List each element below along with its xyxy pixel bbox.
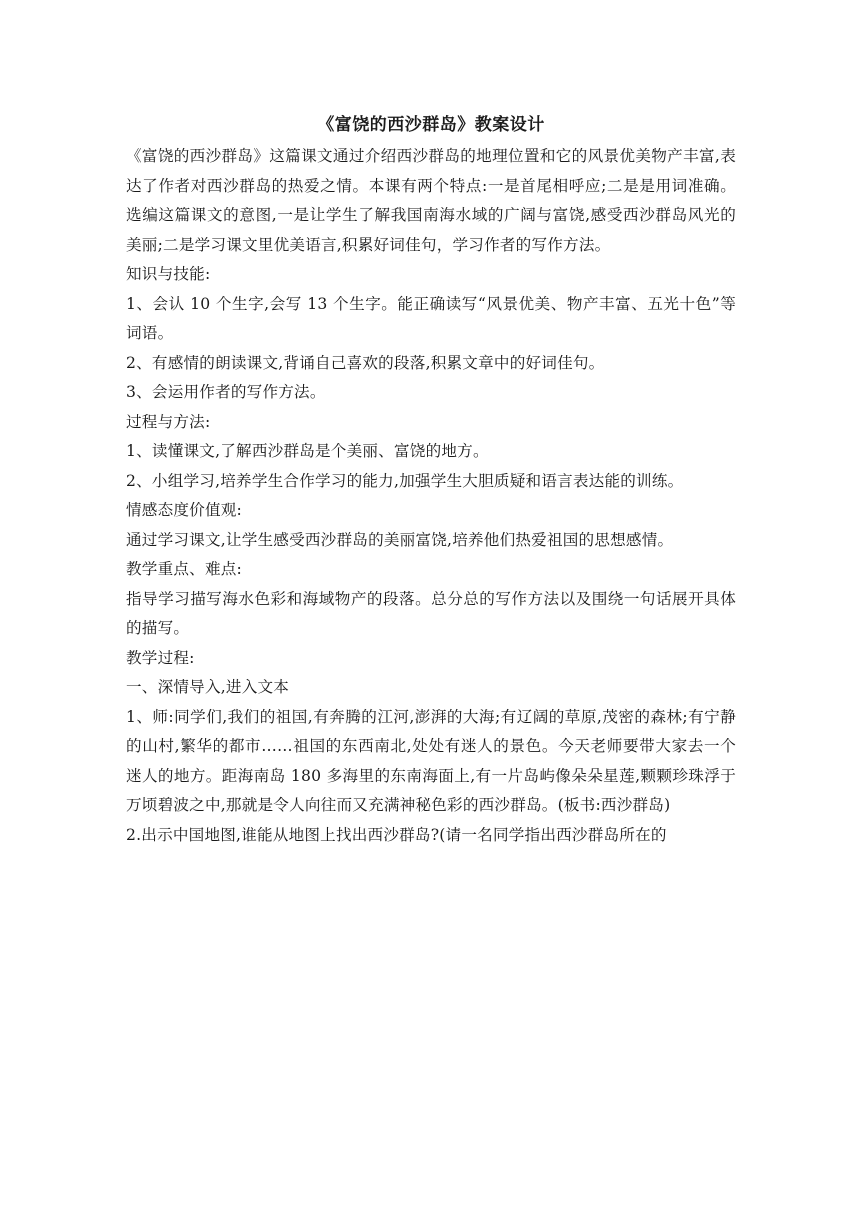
process-item-2: 2、小组学习,培养学生合作学习的能力,加强学生大胆质疑和语言表达能的训练。	[126, 471, 684, 490]
knowledge-item-2: 2、有感情的朗读课文,背诵自己喜欢的段落,积累文章中的好词佳句。	[126, 353, 605, 372]
document-page	[126, 112, 736, 850]
values-paragraph: 通过学习课文,让学生感受西沙群岛的美丽富饶,培养他们热爱祖国的思想感情。	[126, 530, 674, 549]
knowledge-item-3: 3、会运用作者的写作方法。	[126, 383, 326, 401]
process-item-1: 1、读懂课文,了解西沙群岛是个美丽、富饶的地方。	[126, 442, 489, 460]
key-points-paragraph: 指导学习描写海水色彩和海域物产的段落。总分总的写作方法以及围绕一句话展开具体的描写。	[126, 589, 736, 637]
intro-paragraph: 《富饶的西沙群岛》这篇课文通过介绍西沙群岛的地理位置和它的风景优美物产丰富,表达了作者对西沙群岛的热爱之情。本课有两个特点:一是首尾相呼应;二是是用词准确。选编这篇课文的意图,一是让学生了解我国南海水域的广阔与富饶,感受西沙群岛风光的美丽;二是学习课文里优美语言,积累好词佳句，学习作者的写作方法。	[126, 147, 736, 254]
section-heading-knowledge: 知识与技能:	[126, 265, 211, 283]
knowledge-item-1: 1、会认 10 个生字,会写 13 个生字。能正确读写“风景优美、物产丰富、五光十色”等词语。	[126, 294, 736, 342]
section-heading-key-points: 教学重点、难点:	[126, 560, 243, 578]
step-2-paragraph: 2.出示中国地图,谁能从地图上找出西沙群岛?(请一名同学指出西沙群岛所在的	[126, 825, 667, 844]
step-heading-1: 一、深情导入,进入文本	[126, 678, 290, 696]
section-heading-values: 情感态度价值观:	[126, 501, 243, 519]
step-1-paragraph: 1、师:同学们,我们的祖国,有奔腾的江河,澎湃的大海;有辽阔的草原,茂密的森林;有宁静的山村,繁华的都市……祖国的东西南北,处处有迷人的景色。今天老师要带大家去一个迷人的地方。距海南岛 180 多海里的东南海面上,有一片岛屿像朵朵星莲,颗颗珍珠浮于万顷碧波之中,那就是令人向往而又充满神秘色彩的西沙群岛。(板书:西沙群岛)	[126, 707, 736, 814]
document-title: 《富饶的西沙群岛》教案设计	[317, 115, 545, 135]
section-heading-teaching-process: 教学过程:	[126, 648, 195, 667]
section-heading-process: 过程与方法:	[126, 412, 211, 431]
